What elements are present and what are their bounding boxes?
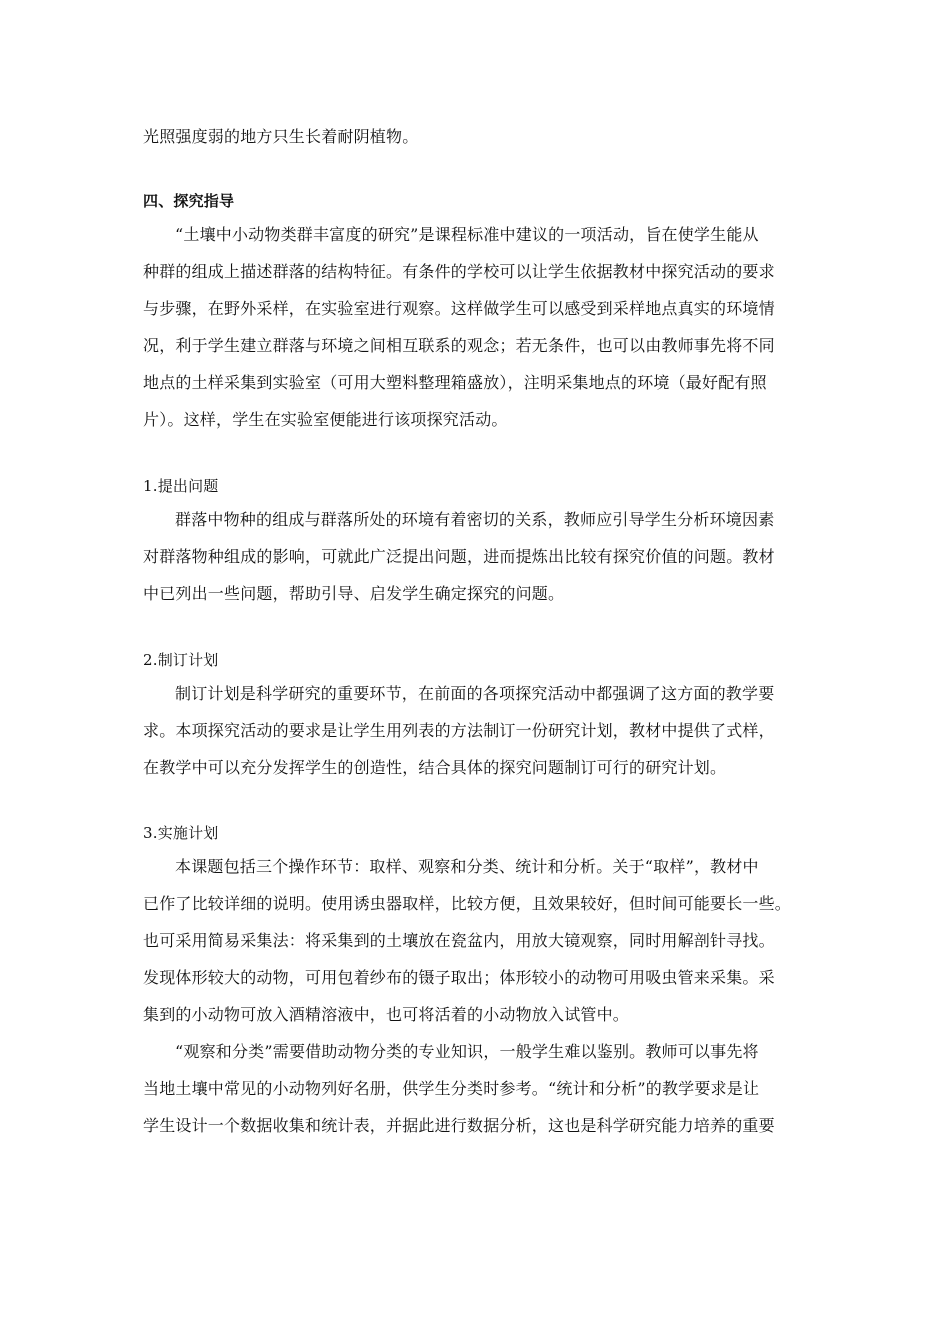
paragraph-line: 地点的土样采集到实验室（可用大塑料整理箱盛放），注明采集地点的环境（最好配有照 [143,373,767,392]
paragraph-line: 也可采用简易采集法：将采集到的土壤放在瓷盆内，用放大镜观察，同时用解剖针寻找。 [143,931,775,950]
paragraph-line: 片）。这样，学生在实验室便能进行该项探究活动。 [143,410,508,429]
paragraph-line: 已作了比较详细的说明。使用诱虫器取样，比较方便，且效果较好，但时间可能要长一些。 [143,894,792,913]
paragraph-line: “观察和分类”需要借助动物分类的专业知识，一般学生难以鉴别。教师可以事先将 [175,1042,759,1061]
paragraph-line: 求。本项探究活动的要求是让学生用列表的方法制订一份研究计划，教材中提供了式样， [143,721,775,740]
paragraph-line: 在教学中可以充分发挥学生的创造性，结合具体的探究问题制订可行的研究计划。 [143,758,727,777]
paragraph-line: 当地土壤中常见的小动物列好名册，供学生分类时参考。“统计和分析”的教学要求是让 [143,1079,760,1098]
paragraph-line: 对群落物种组成的影响，可就此广泛提出问题，进而提炼出比较有探究价值的问题。教材 [143,547,775,566]
paragraph-line: 种群的组成上描述群落的结构特征。有条件的学校可以让学生依据教材中探究活动的要求 [143,262,775,281]
paragraph-line: 集到的小动物可放入酒精溶液中，也可将活着的小动物放入试管中。 [143,1005,630,1024]
paragraph-line: “土壤中小动物类群丰富度的研究”是课程标准中建议的一项活动，旨在使学生能从 [175,225,759,244]
paragraph-line: 发现体形较大的动物，可用包着纱布的镊子取出；体形较小的动物可用吸虫管来采集。采 [143,968,775,987]
paragraph-line: 本课题包括三个操作环节：取样、观察和分类、统计和分析。关于“取样”，教材中 [175,857,759,876]
subsection-heading: 3.实施计划 [143,824,219,842]
paragraph-line: 中已列出一些问题，帮助引导、启发学生确定探究的问题。 [143,584,565,603]
subsection-heading: 1.提出问题 [143,477,219,495]
paragraph-line: 光照强度弱的地方只生长着耐阴植物。 [143,127,419,146]
section-heading: 四、探究指导 [143,192,235,210]
paragraph-line: 况，利于学生建立群落与环境之间相互联系的观念；若无条件，也可以由教师事先将不同 [143,336,775,355]
subsection-heading: 2.制订计划 [143,651,219,669]
paragraph-line: 制订计划是科学研究的重要环节，在前面的各项探究活动中都强调了这方面的教学要 [175,684,775,703]
paragraph-line: 群落中物种的组成与群落所处的环境有着密切的关系，教师应引导学生分析环境因素 [175,510,775,529]
paragraph-line: 学生设计一个数据收集和统计表，并据此进行数据分析，这也是科学研究能力培养的重要 [143,1116,775,1135]
paragraph-line: 与步骤，在野外采样，在实验室进行观察。这样做学生可以感受到采样地点真实的环境情 [143,299,775,318]
